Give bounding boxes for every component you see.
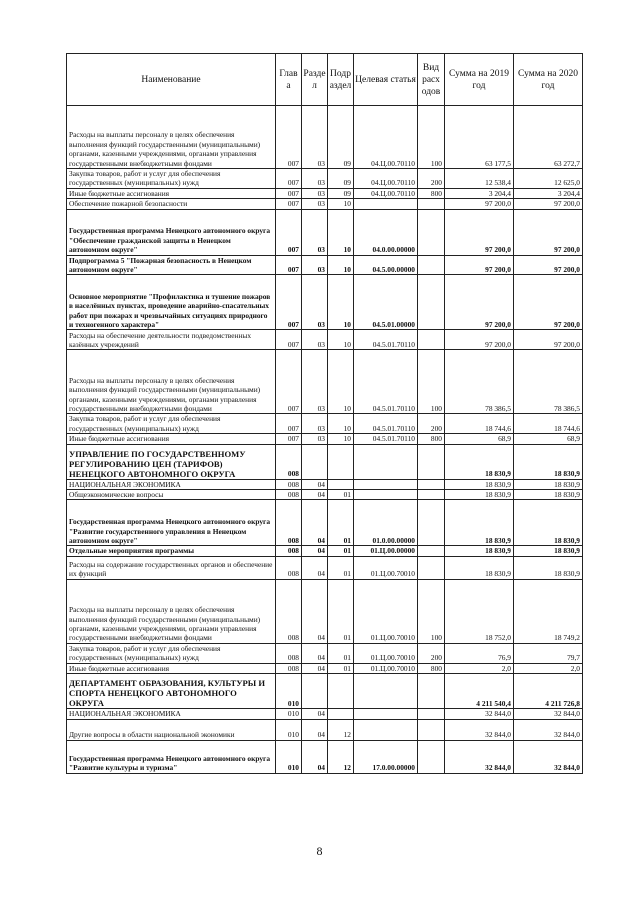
cell-sum-2020: 4 211 726,8	[514, 674, 583, 709]
cell-sum-2019: 68,9	[445, 434, 514, 444]
cell-sum-2020: 68,9	[514, 434, 583, 444]
cell-sum-2020: 12 625,0	[514, 169, 583, 189]
cell-glava: 010	[276, 709, 302, 719]
cell-vid: 200	[418, 414, 445, 434]
cell-statya: 01.Ц.00.70010	[354, 579, 418, 643]
cell-razdel: 03	[302, 255, 328, 275]
cell-razdel: 03	[302, 188, 328, 198]
cell-name: Подпрограмма 5 "Пожарная безопасность в Ненецком автономном округе"	[67, 255, 276, 275]
cell-vid	[418, 740, 445, 773]
cell-name: Иные бюджетные ассигнования	[67, 188, 276, 198]
cell-razdel: 04	[302, 579, 328, 643]
table-row	[67, 479, 583, 489]
cell-razdel: 04	[302, 663, 328, 673]
cell-name: УПРАВЛЕНИЕ ПО ГОСУДАРСТВЕННОМУ РЕГУЛИРОВАНИЮ ЦЕН (ТАРИФОВ) НЕНЕЦКОГО АВТОНОМНОГО ОКРУГА	[67, 444, 276, 479]
cell-podrazdel	[328, 709, 354, 719]
cell-podrazdel	[328, 444, 354, 479]
cell-podrazdel: 01	[328, 663, 354, 673]
header-vid: Вид расх одов	[418, 54, 445, 106]
table-row	[67, 579, 583, 643]
cell-statya: 04.5.01.70110	[354, 330, 418, 350]
cell-razdel: 04	[302, 500, 328, 546]
cell-glava: 007	[276, 414, 302, 434]
cell-name: ДЕПАРТАМЕНТ ОБРАЗОВАНИЯ, КУЛЬТУРЫ И СПОРТА НЕНЕЦКОГО АВТОНОМНОГО ОКРУГА	[67, 674, 276, 709]
cell-razdel: 04	[302, 719, 328, 740]
header-razdel: Разде л	[302, 54, 328, 106]
cell-vid: 800	[418, 188, 445, 198]
cell-glava: 010	[276, 740, 302, 773]
cell-sum-2020: 2,0	[514, 663, 583, 673]
table-row	[67, 188, 583, 198]
cell-glava: 007	[276, 169, 302, 189]
cell-statya	[354, 444, 418, 479]
cell-name: Расходы на обеспечение деятельности подведомственных казённых учреждений	[67, 330, 276, 350]
cell-glava: 008	[276, 556, 302, 579]
cell-glava: 007	[276, 330, 302, 350]
cell-sum-2019: 63 177,5	[445, 106, 514, 169]
cell-razdel	[302, 444, 328, 479]
table-row	[67, 414, 583, 434]
table-row	[67, 546, 583, 556]
cell-glava: 008	[276, 643, 302, 663]
cell-sum-2020: 32 844,0	[514, 719, 583, 740]
cell-vid	[418, 546, 445, 556]
header-podrazdel: Подр аздел	[328, 54, 354, 106]
cell-glava: 008	[276, 500, 302, 546]
cell-podrazdel: 10	[328, 199, 354, 209]
cell-glava: 010	[276, 719, 302, 740]
cell-statya: 01.0.00.00000	[354, 500, 418, 546]
cell-sum-2020: 18 744,6	[514, 414, 583, 434]
cell-glava: 008	[276, 579, 302, 643]
cell-podrazdel: 10	[328, 275, 354, 330]
cell-sum-2020: 97 200,0	[514, 275, 583, 330]
cell-vid	[418, 556, 445, 579]
table-row	[67, 199, 583, 209]
cell-statya: 04.5.01.70110	[354, 434, 418, 444]
cell-sum-2020: 79,7	[514, 643, 583, 663]
cell-sum-2019: 18 830,9	[445, 546, 514, 556]
cell-razdel: 04	[302, 556, 328, 579]
cell-sum-2019: 32 844,0	[445, 740, 514, 773]
cell-sum-2020: 18 830,9	[514, 444, 583, 479]
cell-vid	[418, 490, 445, 500]
cell-name: НАЦИОНАЛЬНАЯ ЭКОНОМИКА	[67, 709, 276, 719]
cell-statya: 04.0.00.00000	[354, 209, 418, 255]
cell-name: Государственная программа Ненецкого автономного округа "Обеспечение гражданской защиты в Ненецком автономном округе"	[67, 209, 276, 255]
cell-statya: 01.Ц.00.70010	[354, 643, 418, 663]
cell-name: НАЦИОНАЛЬНАЯ ЭКОНОМИКА	[67, 479, 276, 489]
cell-statya	[354, 719, 418, 740]
cell-sum-2019: 76,9	[445, 643, 514, 663]
table-row	[67, 434, 583, 444]
cell-sum-2020: 18 830,9	[514, 490, 583, 500]
cell-name: Другие вопросы в области национальной экономики	[67, 719, 276, 740]
cell-glava: 010	[276, 674, 302, 709]
table-row	[67, 719, 583, 740]
cell-sum-2020: 32 844,0	[514, 709, 583, 719]
cell-glava: 007	[276, 350, 302, 414]
header-name: Наименование	[67, 54, 276, 106]
cell-name: Иные бюджетные ассигнования	[67, 663, 276, 673]
cell-vid	[418, 709, 445, 719]
cell-vid: 100	[418, 350, 445, 414]
cell-sum-2019: 97 200,0	[445, 199, 514, 209]
cell-sum-2020: 97 200,0	[514, 255, 583, 275]
cell-podrazdel: 01	[328, 500, 354, 546]
cell-vid	[418, 444, 445, 479]
cell-glava: 007	[276, 188, 302, 198]
cell-sum-2020: 18 830,9	[514, 546, 583, 556]
cell-glava: 008	[276, 546, 302, 556]
cell-glava: 007	[276, 275, 302, 330]
cell-vid: 800	[418, 434, 445, 444]
cell-razdel: 03	[302, 350, 328, 414]
cell-statya	[354, 709, 418, 719]
cell-statya	[354, 490, 418, 500]
table-row	[67, 209, 583, 255]
cell-statya	[354, 479, 418, 489]
table-row	[67, 490, 583, 500]
cell-sum-2019: 32 844,0	[445, 709, 514, 719]
table-row	[67, 674, 583, 709]
cell-glava: 007	[276, 434, 302, 444]
cell-podrazdel: 01	[328, 579, 354, 643]
cell-podrazdel: 12	[328, 719, 354, 740]
cell-vid	[418, 719, 445, 740]
cell-sum-2019: 97 200,0	[445, 209, 514, 255]
cell-podrazdel: 09	[328, 169, 354, 189]
cell-razdel: 03	[302, 414, 328, 434]
cell-vid	[418, 479, 445, 489]
cell-statya: 04.5.01.70110	[354, 350, 418, 414]
cell-sum-2020: 18 749,2	[514, 579, 583, 643]
table-row	[67, 444, 583, 479]
cell-glava: 008	[276, 479, 302, 489]
cell-vid: 100	[418, 106, 445, 169]
table-row	[67, 663, 583, 673]
cell-sum-2019: 78 386,5	[445, 350, 514, 414]
page-number: 8	[316, 844, 323, 858]
cell-razdel: 04	[302, 546, 328, 556]
cell-glava: 008	[276, 444, 302, 479]
cell-sum-2019: 97 200,0	[445, 275, 514, 330]
cell-name: Закупка товаров, работ и услуг для обеспечения государственных (муниципальных) нужд	[67, 414, 276, 434]
cell-statya: 17.0.00.00000	[354, 740, 418, 773]
cell-statya: 01.Ц.00.70010	[354, 663, 418, 673]
cell-sum-2020: 97 200,0	[514, 209, 583, 255]
cell-vid: 100	[418, 579, 445, 643]
cell-sum-2020: 63 272,7	[514, 106, 583, 169]
cell-statya: 01.Ц.00.70010	[354, 556, 418, 579]
cell-name: Закупка товаров, работ и услуг для обеспечения государственных (муниципальных) нужд	[67, 643, 276, 663]
table-row	[67, 709, 583, 719]
cell-glava: 008	[276, 663, 302, 673]
cell-glava: 007	[276, 199, 302, 209]
cell-name: Отдельные мероприятия программы	[67, 546, 276, 556]
table-row	[67, 740, 583, 773]
cell-razdel: 03	[302, 434, 328, 444]
cell-razdel: 03	[302, 330, 328, 350]
cell-razdel: 03	[302, 106, 328, 169]
cell-sum-2019: 12 538,4	[445, 169, 514, 189]
cell-podrazdel: 10	[328, 255, 354, 275]
cell-sum-2020: 32 844,0	[514, 740, 583, 773]
cell-name: Расходы на выплаты персоналу в целях обеспечения выполнения функций государственными (муниципальными) органами, казенными учреждениями, органами управления государственными внебюджетными фондами	[67, 106, 276, 169]
table-row	[67, 350, 583, 414]
cell-name: Общеэкономические вопросы	[67, 490, 276, 500]
cell-name: Основное мероприятие "Профилактика и тушение пожаров в населённых пунктах, проведение аварийно-спасательных работ при пожарах и чрезвычайных ситуациях природного и техногенного характера"	[67, 275, 276, 330]
cell-razdel: 03	[302, 169, 328, 189]
cell-name: Закупка товаров, работ и услуг для обеспечения государственных (муниципальных) нужд	[67, 169, 276, 189]
header-glava: Глав а	[276, 54, 302, 106]
cell-sum-2020: 78 386,5	[514, 350, 583, 414]
cell-vid	[418, 255, 445, 275]
table-row	[67, 169, 583, 189]
cell-podrazdel: 10	[328, 350, 354, 414]
cell-name: Обеспечение пожарной безопасности	[67, 199, 276, 209]
cell-statya: 04.Ц.00.70110	[354, 106, 418, 169]
cell-podrazdel: 09	[328, 188, 354, 198]
cell-podrazdel: 10	[328, 434, 354, 444]
cell-sum-2019: 18 830,9	[445, 556, 514, 579]
cell-podrazdel: 10	[328, 209, 354, 255]
cell-glava: 008	[276, 490, 302, 500]
cell-statya	[354, 674, 418, 709]
cell-razdel: 04	[302, 643, 328, 663]
cell-sum-2020: 3 204,4	[514, 188, 583, 198]
cell-glava: 007	[276, 106, 302, 169]
cell-podrazdel: 10	[328, 414, 354, 434]
cell-sum-2019: 97 200,0	[445, 255, 514, 275]
cell-name: Расходы на выплаты персоналу в целях обеспечения выполнения функций государственными (муниципальными) органами, казенными учреждениями, органами управления государственными внебюджетными фондами	[67, 350, 276, 414]
cell-razdel: 04	[302, 740, 328, 773]
cell-vid: 200	[418, 169, 445, 189]
cell-podrazdel: 01	[328, 643, 354, 663]
cell-statya: 04.Ц.00.70110	[354, 188, 418, 198]
cell-statya: 04.5.01.00000	[354, 275, 418, 330]
cell-vid	[418, 275, 445, 330]
cell-glava: 007	[276, 209, 302, 255]
cell-sum-2019: 18 752,0	[445, 579, 514, 643]
table-row	[67, 500, 583, 546]
table-header	[67, 54, 583, 106]
cell-razdel: 04	[302, 709, 328, 719]
cell-podrazdel: 01	[328, 546, 354, 556]
cell-statya: 04.Ц.00.70110	[354, 169, 418, 189]
cell-statya: 04.5.00.00000	[354, 255, 418, 275]
cell-sum-2020: 97 200,0	[514, 199, 583, 209]
cell-sum-2019: 2,0	[445, 663, 514, 673]
cell-razdel: 03	[302, 209, 328, 255]
cell-statya: 04.5.01.70110	[354, 414, 418, 434]
table-row	[67, 255, 583, 275]
budget-table	[66, 53, 583, 774]
cell-sum-2019: 97 200,0	[445, 330, 514, 350]
cell-podrazdel: 10	[328, 330, 354, 350]
table-row	[67, 106, 583, 169]
cell-glava: 007	[276, 255, 302, 275]
cell-statya	[354, 199, 418, 209]
table-row	[67, 556, 583, 579]
cell-podrazdel	[328, 479, 354, 489]
cell-vid	[418, 209, 445, 255]
cell-sum-2019: 4 211 540,4	[445, 674, 514, 709]
cell-sum-2019: 18 830,9	[445, 479, 514, 489]
cell-name: Расходы на выплаты персоналу в целях обеспечения выполнения функций государственными (муниципальными) органами, казенными учреждениями, органами управления государственными внебюджетными фондами	[67, 579, 276, 643]
cell-name: Иные бюджетные ассигнования	[67, 434, 276, 444]
cell-razdel: 04	[302, 490, 328, 500]
cell-sum-2020: 18 830,9	[514, 500, 583, 546]
cell-name: Государственная программа Ненецкого автономного округа "Развитие государственного управления в Ненецком автономном округе"	[67, 500, 276, 546]
cell-statya: 01.Ц.00.00000	[354, 546, 418, 556]
cell-vid: 200	[418, 643, 445, 663]
cell-sum-2019: 18 744,6	[445, 414, 514, 434]
table-row	[67, 275, 583, 330]
cell-sum-2019: 18 830,9	[445, 500, 514, 546]
cell-name: Расходы на содержание государственных органов и обеспечение их функций	[67, 556, 276, 579]
cell-sum-2020: 97 200,0	[514, 330, 583, 350]
cell-vid	[418, 674, 445, 709]
cell-podrazdel: 01	[328, 556, 354, 579]
cell-razdel: 03	[302, 199, 328, 209]
cell-sum-2019: 18 830,9	[445, 444, 514, 479]
table-row	[67, 643, 583, 663]
cell-sum-2019: 3 204,4	[445, 188, 514, 198]
cell-name: Государственная программа Ненецкого автономного округа "Развитие культуры и туризма"	[67, 740, 276, 773]
cell-vid: 800	[418, 663, 445, 673]
table-body	[67, 106, 583, 774]
cell-razdel: 04	[302, 479, 328, 489]
cell-vid	[418, 500, 445, 546]
cell-podrazdel	[328, 674, 354, 709]
cell-podrazdel: 12	[328, 740, 354, 773]
cell-podrazdel: 09	[328, 106, 354, 169]
cell-sum-2019: 32 844,0	[445, 719, 514, 740]
cell-podrazdel: 01	[328, 490, 354, 500]
cell-razdel	[302, 674, 328, 709]
cell-sum-2020: 18 830,9	[514, 479, 583, 489]
cell-vid	[418, 330, 445, 350]
cell-sum-2019: 18 830,9	[445, 490, 514, 500]
cell-razdel: 03	[302, 275, 328, 330]
cell-sum-2020: 18 830,9	[514, 556, 583, 579]
header-sum-2019: Сумма на 2019 год	[445, 54, 514, 106]
table-row	[67, 330, 583, 350]
cell-vid	[418, 199, 445, 209]
header-statya: Целевая статья	[354, 54, 418, 106]
header-sum-2020: Сумма на 2020 год	[514, 54, 583, 106]
